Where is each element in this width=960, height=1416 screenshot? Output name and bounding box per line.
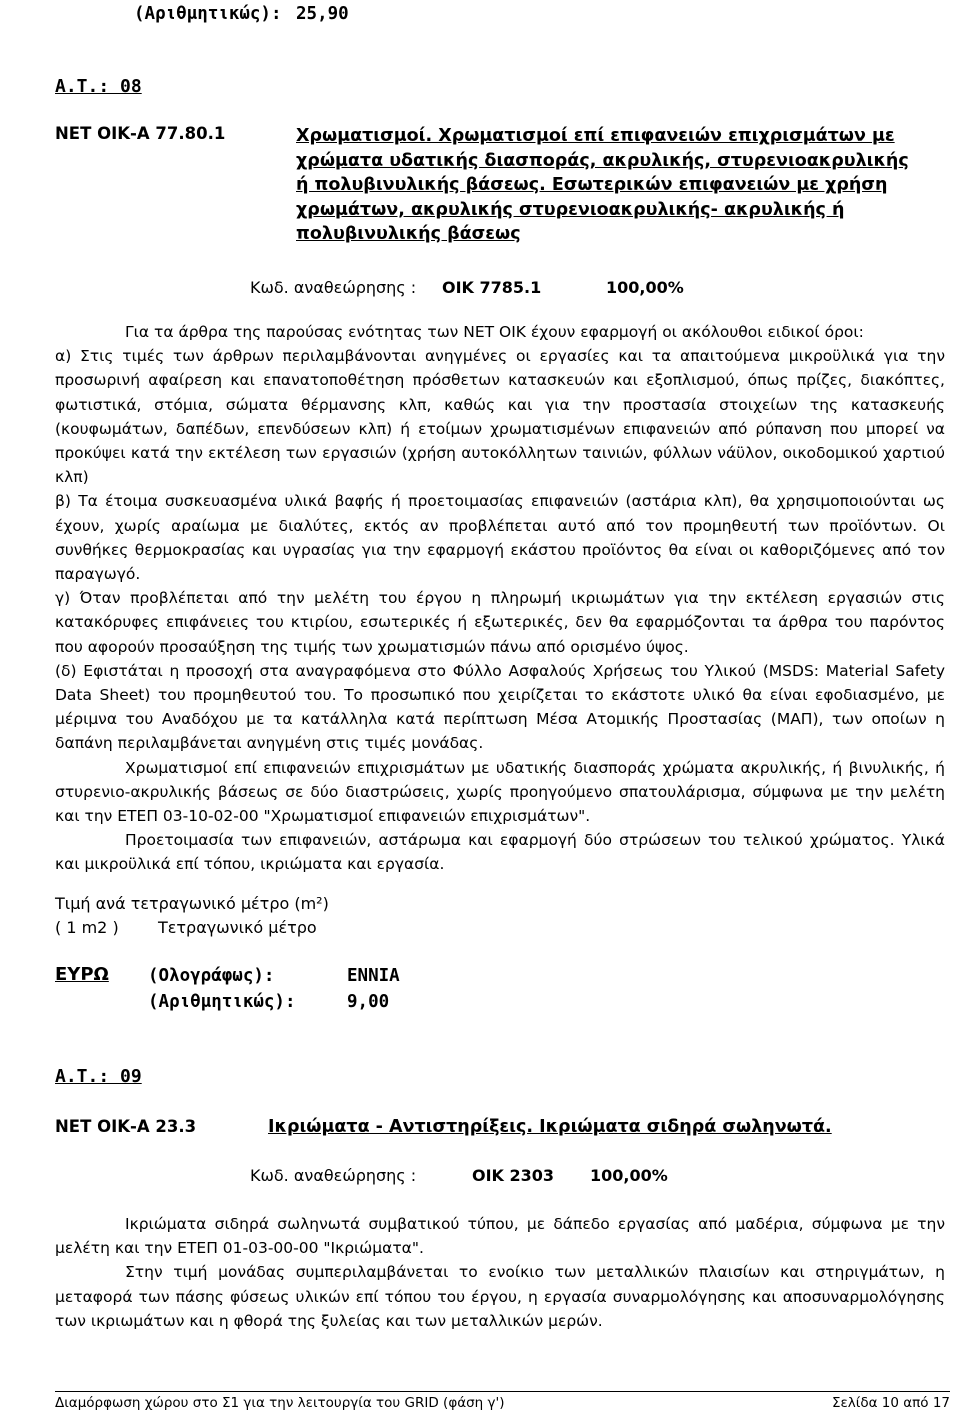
at08-body-paragraph: (δ) Εφιστάται η προσοχή στα αναγραφόμενα στο Φύλλο Ασφαλούς Χρήσεως του Υλικού (MSDS: Material Safety Data Sheet) του προμηθευτού του. Το προσωπικό που χειρίζεται το εκάστοτε υλικό θα είναι εφοδιασμένο, με μέριμνα του Αναδόχου με τα κατάλληλα κατά περίπτωση Μέσα Ατομικής Προστασίας (ΜΑΠ), των οποίων η δαπάνη περιλαμβάνεται ανηγμένη στις τιμές μονάδας. bbox=[55, 661, 945, 753]
at09-body-paragraph: Ικριώματα σιδηρά σωληνωτά συμβατικού τύπου, με δάπεδο εργασίας από μαδέρια, σύμφωνα με την μελέτη και την ΕΤΕΠ 01-03-00-00 "Ικριώματα". bbox=[55, 1215, 945, 1258]
previous-item-arith-value: 25,90 bbox=[296, 4, 349, 24]
footer-document-title: Διαμόρφωση χώρου στο Σ1 για την λειτουργία του GRID (φάση γ') bbox=[55, 1395, 505, 1411]
at08-words-value: ΕΝΝΙΑ bbox=[347, 966, 400, 986]
at08-words-label: (Ολογράφως): bbox=[148, 966, 275, 986]
at08-unit-name: Τετραγωνικό μέτρο bbox=[158, 918, 317, 937]
at08-body bbox=[55, 320, 945, 877]
footer-page-number: Σελίδα 10 από 17 bbox=[831, 1395, 950, 1411]
page-footer bbox=[55, 1391, 950, 1411]
at08-title-line: πολυβινυλικής βάσεως bbox=[296, 224, 521, 244]
at08-arith-label: (Αριθμητικώς): bbox=[148, 992, 296, 1012]
at09-code: ΝΕΤ ΟΙΚ-Α 23.3 bbox=[55, 1117, 197, 1136]
at09-title: Ικριώματα - Αντιστηρίξεις. Ικριώματα σιδηρά σωληνωτά. bbox=[268, 1117, 832, 1137]
at08-title-line: χρώματα υδατικής διασποράς, ακρυλικής, στυρενιοακρυλικής bbox=[296, 150, 909, 171]
at08-code: ΝΕΤ ΟΙΚ-Α 77.80.1 bbox=[55, 124, 226, 143]
at08-body-paragraph: γ) Όταν προβλέπεται από την μελέτη του έργου η πληρωμή ικριωμάτων για την εκτέλεση εργασιών στις κατακόρυφες επιφάνειες του κτιρίου, εσωτερικές ή εξωτερικές, δεν θα εφαρμόζονται τα άρθρα του παρόντος που αφορούν προσαύξηση της τιμής των χρωματισμών πάνω από ορισμένο ύψος. bbox=[55, 589, 945, 656]
at08-body-paragraph: β) Τα έτοιμα συσκευασμένα υλικά βαφής ή προετοιμασίας επιφανειών (αστάρια κλπ), θα χρησιμοποιούνται ως έχουν, χωρίς αραίωμα με διαλύτες, εκτός αν προβλέπεται αυτό από τον προμηθευτή των προϊόντων. Οι συνθήκες θερμοκρασίας και υγρασίας για την εφαρμογή εκάστου προϊόντος θα είναι οι καθοριζόμενες από τον παραγωγό. bbox=[55, 492, 945, 584]
at08-unit-line: Τιμή ανά τετραγωνικό μέτρο (m²) bbox=[55, 894, 329, 913]
at08-body-paragraph: Χρωματισμοί επί επιφανειών επιχρισμάτων με υδατικής διασποράς χρώματα ακρυλικής, ή βινυλικής, ή στυρενιο-ακρυλικής βάσεως σε δύο διαστρώσεις, χωρίς προηγούμενο σπατουλάρισμα, σύμφωνα με την μελέτη και την ΕΤΕΠ 03-10-02-00 "Χρωματισμοί επιφανειών επιχρισμάτων". bbox=[55, 758, 945, 826]
at09-body bbox=[55, 1212, 945, 1333]
at08-arith-value: 9,00 bbox=[347, 992, 390, 1012]
at08-title-line: ή πολυβινυλικής βάσεως. Εσωτερικών επιφανειών με χρήση bbox=[296, 175, 888, 195]
at08-revision-label: Κωδ. αναθεώρησης : bbox=[250, 278, 417, 297]
at09-revision-code: ΟΙΚ 2303 bbox=[472, 1166, 555, 1185]
at08-title-line: Χρωματισμοί. Χρωματισμοί επί επιφανειών επιχρισμάτων με bbox=[296, 126, 895, 146]
at09-revision-pct: 100,00% bbox=[590, 1166, 668, 1185]
at09-revision-label: Κωδ. αναθεώρησης : bbox=[250, 1166, 417, 1185]
at08-heading: Α.Τ.: 08 bbox=[55, 76, 142, 97]
at08-euro-label: ΕΥΡΩ bbox=[55, 964, 109, 985]
previous-item-arith-label: (Αριθμητικώς): bbox=[134, 4, 282, 24]
at08-revision-code: ΟΙΚ 7785.1 bbox=[442, 278, 542, 297]
at08-body-paragraph: α) Στις τιμές των άρθρων περιλαμβάνονται ανηγμένες οι εργασίες και τα απαιτούμενα μικροϋλικά για την προσωρινή αφαίρεση και επανατοποθέτηση πρόσθετων κατασκευών και εξοπλισμού, όπως πρίζες, διακόπτες, φωτιστικά, στόμια, σώματα θέρμανσης κλπ, καθώς και για την προστασία στοιχείων της κατασκευής (κουφωμάτων, δαπέδων, επενδύσεων κλπ) ή ετοίμων χρωματισμένων επιφανειών από ρύπανση που μπορεί να προκύψει κατά την εκτέλεση των εργασιών (χρήση αυτοκόλλητων ταινιών, φύλλων νάϋλον, οικοδομικού χαρτιού κλπ) bbox=[55, 347, 945, 487]
at08-revision-pct: 100,00% bbox=[606, 278, 684, 297]
at08-body-paragraph: Για τα άρθρα της παρούσας ενότητας των ΝΕΤ ΟΙΚ έχουν εφαρμογή οι ακόλουθοι ειδικοί όροι: bbox=[125, 323, 864, 341]
at08-unit-qty: ( 1 m2 ) bbox=[55, 918, 119, 937]
at08-title bbox=[296, 124, 960, 247]
at09-body-paragraph: Στην τιμή μονάδας συμπεριλαμβάνεται το ενοίκιο των μεταλλικών πλαισίων και στηριγμάτων, η μεταφορά των πάσης φύσεως υλικών επί τόπου του έργου, η εργασία συναρμολόγησης και αποσυναρμολόγησης των ικριωμάτων και η φθορά της ξυλείας και των μεταλλικών μερών. bbox=[55, 1263, 945, 1330]
at08-title-line: χρωμάτων, ακρυλικής στυρενιοακρυλικής- ακρυλικής ή bbox=[296, 199, 845, 220]
at08-body-paragraph: Προετοιμασία των επιφανειών, αστάρωμα και εφαρμογή δύο στρώσεων του τελικού χρώματος. Υλικά και μικροϋλικά επί τόπου, ικριώματα και εργασία. bbox=[55, 831, 945, 874]
at09-heading: Α.Τ.: 09 bbox=[55, 1066, 142, 1087]
